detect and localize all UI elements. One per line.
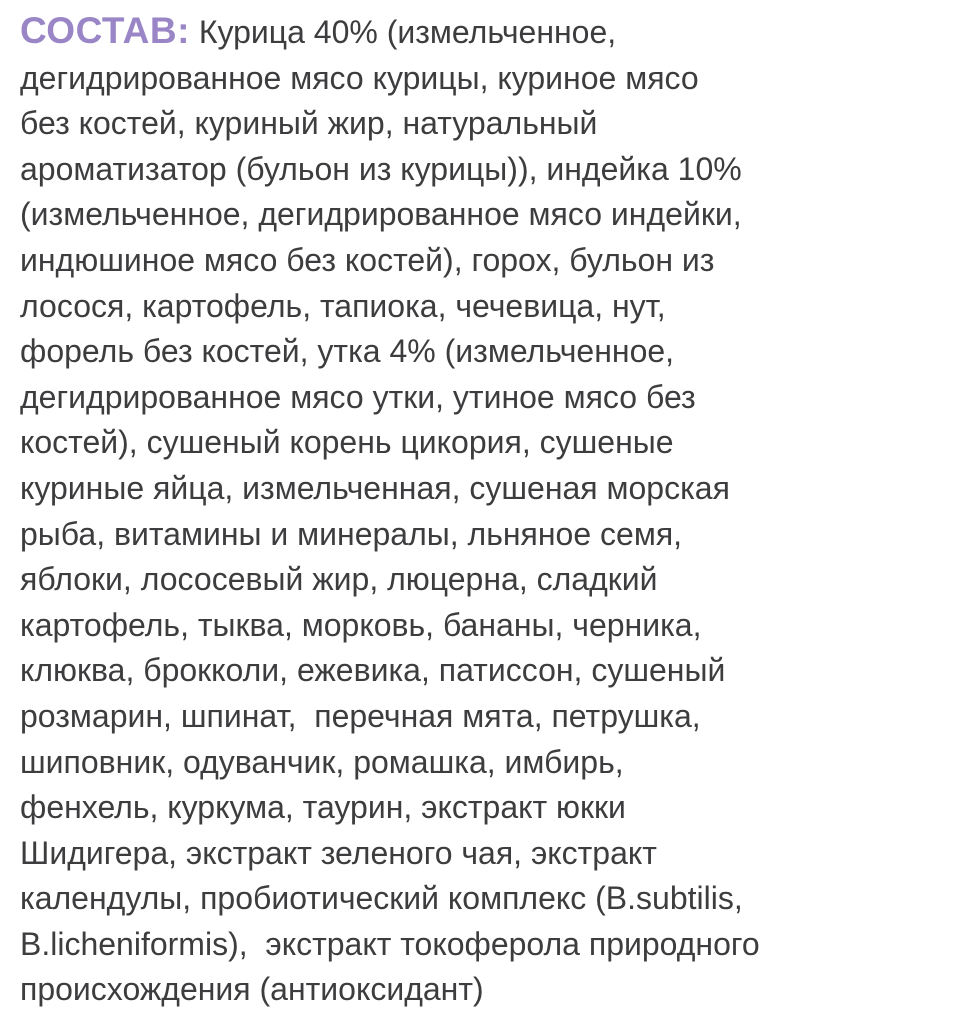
- text-line: костей), сушеный корень цикория, сушеные: [20, 424, 674, 461]
- text-line: дегидрированное мясо курицы, куриное мясо: [20, 59, 699, 96]
- text-line: куриные яйца, измельченная, сушеная морская: [20, 469, 730, 506]
- first-line-text: Курица 40% (измельченное,: [189, 14, 617, 50]
- text-line: розмарин, шпинат, перечная мята, петрушка,: [20, 697, 701, 734]
- text-line: рыба, витамины и минералы, льняное семя,: [20, 515, 683, 552]
- text-line: B.licheniformis), экстракт токоферола природного: [20, 925, 760, 962]
- text-line: лосося, картофель, тапиока, чечевица, нут,: [20, 287, 666, 324]
- text-line: Шидигера, экстракт зеленого чая, экстракт: [20, 834, 657, 871]
- text-line: яблоки, лососевый жир, люцерна, сладкий: [20, 561, 658, 598]
- text-line: (измельченное, дегидрированное мясо индейки,: [20, 196, 742, 233]
- composition-block: [20, 8, 965, 1013]
- text-line: происхождения (антиоксидант): [20, 971, 484, 1008]
- text-line: индюшиное мясо без костей), горох, бульон из: [20, 241, 715, 278]
- text-line: календулы, пробиотический комплекс (B.subtilis,: [20, 880, 743, 917]
- text-line: клюква, брокколи, ежевика, патиссон, сушеный: [20, 652, 726, 689]
- text-line: фенхель, куркума, таурин, экстракт юкки: [20, 789, 626, 826]
- first-line: [20, 8, 965, 56]
- text-line: ароматизатор (бульон из курицы)), индейка 10%: [20, 150, 742, 187]
- text-line: картофель, тыква, морковь, бананы, черника,: [20, 606, 702, 643]
- text-line: дегидрированное мясо утки, утиное мясо без: [20, 378, 696, 415]
- text-line: без костей, куриный жир, натуральный: [20, 105, 598, 142]
- composition-heading: СОСТАВ:: [20, 10, 190, 51]
- text-line: форель без костей, утка 4% (измельченное,: [20, 333, 675, 370]
- text-line: шиповник, одуванчик, ромашка, имбирь,: [20, 743, 624, 780]
